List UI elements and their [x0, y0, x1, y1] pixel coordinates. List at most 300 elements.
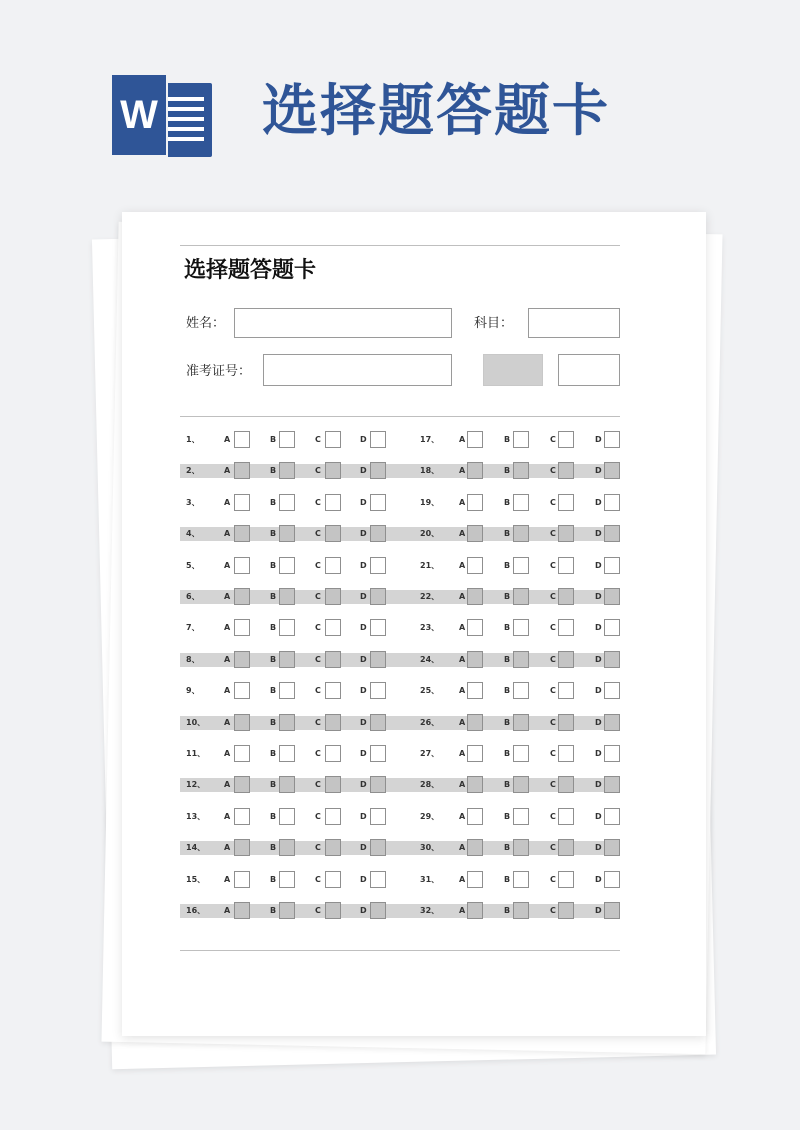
answer-checkbox-c[interactable]	[325, 871, 341, 888]
option-label-c: C	[550, 623, 556, 633]
option-label-b: B	[270, 906, 277, 915]
option-label-b: B	[270, 623, 277, 633]
answer-checkbox-a[interactable]	[467, 462, 483, 479]
answer-checkbox-d[interactable]	[604, 462, 620, 479]
name-field[interactable]	[234, 308, 452, 338]
option-label-c: C	[550, 686, 556, 696]
question-number: 10、	[186, 717, 206, 727]
option-label-c: C	[315, 906, 321, 915]
answer-checkbox-d[interactable]	[604, 588, 620, 605]
option-label-c: C	[550, 654, 556, 664]
option-label-c: C	[315, 843, 321, 853]
answer-checkbox-b[interactable]	[513, 557, 529, 574]
answer-checkbox-b[interactable]	[513, 902, 529, 919]
exam-id-field[interactable]	[263, 354, 452, 386]
answer-checkbox-a[interactable]	[467, 808, 483, 825]
option-label-c: C	[550, 780, 556, 790]
answer-checkbox-a[interactable]	[467, 525, 483, 542]
answer-checkbox-a[interactable]	[467, 776, 483, 793]
answer-checkbox-b[interactable]	[513, 714, 529, 731]
option-label-a: A	[224, 529, 231, 539]
question-number: 8、	[186, 654, 200, 664]
option-label-d: D	[360, 874, 367, 884]
question-number: 2、	[186, 466, 200, 476]
answer-checkbox-b[interactable]	[279, 462, 295, 479]
answer-checkbox-d[interactable]	[604, 714, 620, 731]
answer-checkbox-c[interactable]	[325, 557, 341, 574]
answer-checkbox-d[interactable]	[370, 525, 386, 542]
answer-checkbox-d[interactable]	[370, 619, 386, 636]
option-label-a: A	[224, 906, 231, 915]
answer-checkbox-c[interactable]	[325, 714, 341, 731]
option-label-d: D	[360, 497, 367, 507]
answer-checkbox-b[interactable]	[513, 776, 529, 793]
option-label-b: B	[270, 811, 277, 821]
bottom-divider	[180, 950, 620, 951]
question-number: 11、	[186, 749, 206, 758]
option-label-d: D	[360, 654, 367, 664]
option-label-c: C	[315, 717, 321, 727]
question-number: 20、	[420, 529, 440, 539]
answer-checkbox-d[interactable]	[370, 745, 386, 762]
option-label-a: A	[459, 529, 466, 539]
option-label-c: C	[550, 843, 556, 853]
answer-checkbox-b[interactable]	[513, 431, 529, 448]
answer-checkbox-a[interactable]	[234, 588, 250, 605]
option-label-b: B	[504, 811, 511, 821]
answer-checkbox-b[interactable]	[513, 745, 529, 762]
answer-checkbox-a[interactable]	[234, 619, 250, 636]
option-label-a: A	[224, 497, 231, 507]
answer-checkbox-c[interactable]	[325, 808, 341, 825]
option-label-b: B	[504, 592, 511, 601]
table-row	[180, 619, 620, 637]
answer-checkbox-d[interactable]	[370, 714, 386, 731]
answer-checkbox-c[interactable]	[558, 776, 574, 793]
answer-checkbox-b[interactable]	[513, 682, 529, 699]
option-label-a: A	[224, 623, 231, 633]
answer-checkbox-c[interactable]	[325, 588, 341, 605]
answer-checkbox-d[interactable]	[370, 839, 386, 856]
option-label-d: D	[360, 560, 367, 570]
answer-checkbox-a[interactable]	[234, 525, 250, 542]
top-divider	[180, 245, 620, 246]
answer-checkbox-a[interactable]	[467, 682, 483, 699]
answer-checkbox-d[interactable]	[604, 557, 620, 574]
answer-checkbox-a[interactable]	[467, 714, 483, 731]
option-label-d: D	[360, 529, 367, 539]
answer-checkbox-a[interactable]	[467, 619, 483, 636]
question-number: 1、	[186, 435, 200, 444]
option-label-a: A	[224, 592, 231, 601]
answer-checkbox-b[interactable]	[513, 808, 529, 825]
exam-id-label: 准考证号：	[186, 364, 252, 379]
answer-checkbox-b[interactable]	[279, 902, 295, 919]
option-label-a: A	[224, 717, 231, 727]
option-label-a: A	[459, 654, 466, 664]
option-label-c: C	[315, 654, 321, 664]
option-label-d: D	[595, 435, 602, 444]
answer-checkbox-d[interactable]	[604, 619, 620, 636]
question-number: 22、	[420, 592, 440, 601]
option-label-d: D	[595, 780, 602, 790]
question-number: 16、	[186, 906, 206, 915]
option-label-a: A	[459, 686, 466, 696]
answer-checkbox-a[interactable]	[234, 745, 250, 762]
answer-checkbox-a[interactable]	[234, 871, 250, 888]
option-label-a: A	[224, 843, 231, 853]
option-label-b: B	[270, 497, 277, 507]
option-label-b: B	[504, 686, 511, 696]
option-label-d: D	[360, 435, 367, 444]
answer-checkbox-a[interactable]	[467, 557, 483, 574]
answer-checkbox-b[interactable]	[279, 745, 295, 762]
question-number: 6、	[186, 592, 200, 601]
option-label-b: B	[270, 592, 277, 601]
name-label: 姓名：	[186, 316, 226, 331]
option-label-d: D	[595, 843, 602, 853]
option-label-d: D	[595, 874, 602, 884]
answer-checkbox-d[interactable]	[370, 776, 386, 793]
option-label-a: A	[459, 466, 466, 476]
answer-checkbox-d[interactable]	[604, 871, 620, 888]
question-number: 13、	[186, 811, 206, 821]
question-number: 17、	[420, 435, 440, 444]
question-number: 30、	[420, 843, 440, 853]
answer-checkbox-b[interactable]	[279, 651, 295, 668]
option-label-c: C	[550, 560, 556, 570]
option-label-d: D	[360, 749, 367, 758]
answer-checkbox-c[interactable]	[558, 619, 574, 636]
option-label-b: B	[504, 874, 511, 884]
document-title: 选择题答题卡	[184, 258, 317, 283]
answer-checkbox-b[interactable]	[513, 871, 529, 888]
question-number: 24、	[420, 654, 440, 664]
answer-checkbox-c[interactable]	[558, 462, 574, 479]
table-row	[180, 588, 620, 606]
question-number: 4、	[186, 529, 200, 539]
option-label-d: D	[595, 654, 602, 664]
option-label-b: B	[504, 654, 511, 664]
answer-checkbox-b[interactable]	[513, 651, 529, 668]
option-label-b: B	[270, 717, 277, 727]
option-label-a: A	[459, 717, 466, 727]
option-label-c: C	[315, 686, 321, 696]
answer-checkbox-a[interactable]	[234, 902, 250, 919]
answer-checkbox-d[interactable]	[370, 651, 386, 668]
option-label-c: C	[315, 466, 321, 476]
answer-checkbox-a[interactable]	[467, 902, 483, 919]
answer-checkbox-d[interactable]	[604, 651, 620, 668]
answer-checkbox-c[interactable]	[325, 902, 341, 919]
answer-checkbox-c[interactable]	[558, 682, 574, 699]
answer-checkbox-c[interactable]	[325, 839, 341, 856]
option-label-a: A	[459, 874, 466, 884]
answer-checkbox-d[interactable]	[604, 902, 620, 919]
answer-checkbox-a[interactable]	[467, 745, 483, 762]
question-number: 3、	[186, 497, 200, 507]
option-label-c: C	[550, 717, 556, 727]
subject-label: 科目：	[474, 316, 514, 331]
seat-box[interactable]	[558, 354, 620, 386]
option-label-d: D	[595, 811, 602, 821]
option-label-d: D	[595, 623, 602, 633]
option-label-c: C	[315, 435, 321, 444]
option-label-a: A	[224, 466, 231, 476]
answer-checkbox-d[interactable]	[370, 494, 386, 511]
answer-checkbox-c[interactable]	[325, 682, 341, 699]
answer-checkbox-d[interactable]	[370, 462, 386, 479]
table-row	[180, 745, 620, 763]
answer-checkbox-b[interactable]	[513, 494, 529, 511]
answer-checkbox-b[interactable]	[279, 431, 295, 448]
fields-divider	[180, 416, 620, 417]
answer-checkbox-c[interactable]	[558, 839, 574, 856]
option-label-a: A	[459, 497, 466, 507]
answer-checkbox-d[interactable]	[370, 682, 386, 699]
answer-checkbox-d[interactable]	[604, 839, 620, 856]
option-label-d: D	[360, 811, 367, 821]
table-row	[180, 557, 620, 575]
option-label-d: D	[360, 717, 367, 727]
photo-box	[483, 354, 543, 386]
answer-checkbox-d[interactable]	[370, 871, 386, 888]
option-label-a: A	[459, 906, 466, 915]
answer-checkbox-a[interactable]	[234, 714, 250, 731]
question-number: 14、	[186, 843, 206, 853]
answer-checkbox-a[interactable]	[234, 431, 250, 448]
option-label-b: B	[270, 654, 277, 664]
option-label-b: B	[504, 717, 511, 727]
answer-checkbox-c[interactable]	[558, 651, 574, 668]
answer-checkbox-c[interactable]	[558, 714, 574, 731]
answer-checkbox-a[interactable]	[234, 557, 250, 574]
option-label-d: D	[360, 906, 367, 915]
answer-checkbox-d[interactable]	[370, 902, 386, 919]
table-row	[180, 902, 620, 920]
question-number: 9、	[186, 686, 200, 696]
subject-field[interactable]	[528, 308, 620, 338]
answer-sheet-page	[122, 212, 706, 1036]
table-row	[180, 682, 620, 700]
option-label-d: D	[360, 686, 367, 696]
answer-checkbox-b[interactable]	[513, 462, 529, 479]
option-label-c: C	[315, 780, 321, 790]
answer-checkbox-c[interactable]	[558, 588, 574, 605]
option-label-b: B	[504, 906, 511, 915]
option-label-d: D	[595, 717, 602, 727]
answer-checkbox-c[interactable]	[558, 808, 574, 825]
option-label-a: A	[224, 560, 231, 570]
question-number: 15、	[186, 874, 206, 884]
option-label-d: D	[595, 906, 602, 915]
answer-checkbox-b[interactable]	[279, 808, 295, 825]
question-number: 25、	[420, 686, 440, 696]
option-label-d: D	[360, 623, 367, 633]
answer-checkbox-b[interactable]	[279, 871, 295, 888]
answer-checkbox-a[interactable]	[234, 808, 250, 825]
answer-checkbox-d[interactable]	[604, 808, 620, 825]
table-row	[180, 808, 620, 826]
option-label-c: C	[315, 874, 321, 884]
option-label-c: C	[315, 560, 321, 570]
answer-checkbox-b[interactable]	[279, 619, 295, 636]
option-label-b: B	[504, 529, 511, 539]
option-label-a: A	[459, 435, 466, 444]
option-label-c: C	[550, 592, 556, 601]
answer-checkbox-c[interactable]	[558, 525, 574, 542]
option-label-a: A	[224, 749, 231, 758]
option-label-c: C	[315, 529, 321, 539]
question-number: 21、	[420, 560, 440, 570]
option-label-a: A	[459, 811, 466, 821]
option-label-c: C	[315, 623, 321, 633]
question-number: 29、	[420, 811, 440, 821]
answer-checkbox-c[interactable]	[325, 776, 341, 793]
answer-checkbox-a[interactable]	[467, 651, 483, 668]
answer-checkbox-a[interactable]	[467, 588, 483, 605]
option-label-b: B	[270, 780, 277, 790]
answer-checkbox-c[interactable]	[325, 525, 341, 542]
answer-checkbox-a[interactable]	[234, 839, 250, 856]
answer-checkbox-c[interactable]	[558, 557, 574, 574]
answer-checkbox-a[interactable]	[467, 839, 483, 856]
option-label-b: B	[270, 843, 277, 853]
option-label-a: A	[459, 780, 466, 790]
answer-checkbox-c[interactable]	[558, 494, 574, 511]
table-row	[180, 462, 620, 480]
answer-checkbox-a[interactable]	[234, 682, 250, 699]
answer-checkbox-d[interactable]	[370, 808, 386, 825]
option-label-a: A	[224, 780, 231, 790]
answer-checkbox-c[interactable]	[325, 431, 341, 448]
answer-checkbox-b[interactable]	[279, 557, 295, 574]
answer-checkbox-a[interactable]	[467, 431, 483, 448]
table-row	[180, 839, 620, 857]
option-label-a: A	[224, 686, 231, 696]
answer-checkbox-c[interactable]	[325, 494, 341, 511]
option-label-b: B	[504, 843, 511, 853]
option-label-c: C	[315, 749, 321, 758]
option-label-c: C	[315, 811, 321, 821]
answer-checkbox-d[interactable]	[604, 682, 620, 699]
table-row	[180, 651, 620, 669]
answer-checkbox-b[interactable]	[279, 714, 295, 731]
option-label-d: D	[595, 592, 602, 601]
answer-checkbox-d[interactable]	[604, 745, 620, 762]
option-label-d: D	[595, 497, 602, 507]
answer-checkbox-c[interactable]	[558, 431, 574, 448]
word-icon	[110, 73, 214, 157]
answer-checkbox-a[interactable]	[467, 871, 483, 888]
option-label-d: D	[595, 466, 602, 476]
answer-checkbox-d[interactable]	[370, 557, 386, 574]
answer-checkbox-a[interactable]	[234, 651, 250, 668]
answer-checkbox-c[interactable]	[558, 902, 574, 919]
answer-checkbox-b[interactable]	[279, 682, 295, 699]
option-label-b: B	[270, 560, 277, 570]
answer-checkbox-c[interactable]	[558, 871, 574, 888]
option-label-d: D	[595, 529, 602, 539]
option-label-b: B	[504, 560, 511, 570]
option-label-a: A	[224, 811, 231, 821]
answer-checkbox-c[interactable]	[325, 651, 341, 668]
answer-checkbox-b[interactable]	[279, 776, 295, 793]
option-label-d: D	[360, 780, 367, 790]
banner-title: 选择题答题卡	[262, 79, 610, 144]
option-label-b: B	[270, 686, 277, 696]
table-row	[180, 776, 620, 794]
answer-checkbox-d[interactable]	[604, 525, 620, 542]
option-label-b: B	[504, 623, 511, 633]
answer-checkbox-b[interactable]	[513, 619, 529, 636]
option-label-a: A	[224, 435, 231, 444]
answer-checkbox-b[interactable]	[513, 839, 529, 856]
option-label-c: C	[550, 906, 556, 915]
answer-checkbox-d[interactable]	[370, 588, 386, 605]
answer-checkbox-a[interactable]	[234, 494, 250, 511]
option-label-a: A	[459, 749, 466, 758]
option-label-b: B	[504, 780, 511, 790]
question-number: 5、	[186, 560, 200, 570]
answer-checkbox-c[interactable]	[325, 619, 341, 636]
answer-checkbox-d[interactable]	[370, 431, 386, 448]
option-label-d: D	[595, 749, 602, 758]
question-number: 27、	[420, 749, 440, 758]
answer-checkbox-c[interactable]	[325, 745, 341, 762]
option-label-b: B	[270, 874, 277, 884]
option-label-c: C	[315, 592, 321, 601]
option-label-c: C	[550, 811, 556, 821]
option-label-b: B	[270, 466, 277, 476]
answer-checkbox-d[interactable]	[604, 776, 620, 793]
option-label-c: C	[550, 874, 556, 884]
answer-checkbox-a[interactable]	[467, 494, 483, 511]
option-label-a: A	[224, 654, 231, 664]
answer-checkbox-b[interactable]	[279, 839, 295, 856]
option-label-d: D	[360, 592, 367, 601]
answer-checkbox-d[interactable]	[604, 431, 620, 448]
table-row	[180, 525, 620, 543]
question-number: 28、	[420, 780, 440, 790]
option-label-b: B	[504, 466, 511, 476]
option-label-c: C	[550, 466, 556, 476]
option-label-a: A	[459, 560, 466, 570]
answer-checkbox-b[interactable]	[279, 525, 295, 542]
question-number: 19、	[420, 497, 440, 507]
table-row	[180, 494, 620, 512]
answer-checkbox-d[interactable]	[604, 494, 620, 511]
answer-checkbox-a[interactable]	[234, 462, 250, 479]
answer-checkbox-c[interactable]	[558, 745, 574, 762]
option-label-c: C	[550, 749, 556, 758]
answer-checkbox-b[interactable]	[279, 494, 295, 511]
word-badge: W	[110, 73, 168, 157]
answer-checkbox-b[interactable]	[279, 588, 295, 605]
option-label-c: C	[315, 497, 321, 507]
answer-checkbox-a[interactable]	[234, 776, 250, 793]
option-label-b: B	[270, 529, 277, 539]
answer-checkbox-c[interactable]	[325, 462, 341, 479]
table-row	[180, 714, 620, 732]
option-label-b: B	[270, 749, 277, 758]
answer-checkbox-b[interactable]	[513, 525, 529, 542]
option-label-a: A	[459, 592, 466, 601]
option-label-b: B	[270, 435, 277, 444]
question-number: 18、	[420, 466, 440, 476]
option-label-b: B	[504, 435, 511, 444]
answer-checkbox-b[interactable]	[513, 588, 529, 605]
